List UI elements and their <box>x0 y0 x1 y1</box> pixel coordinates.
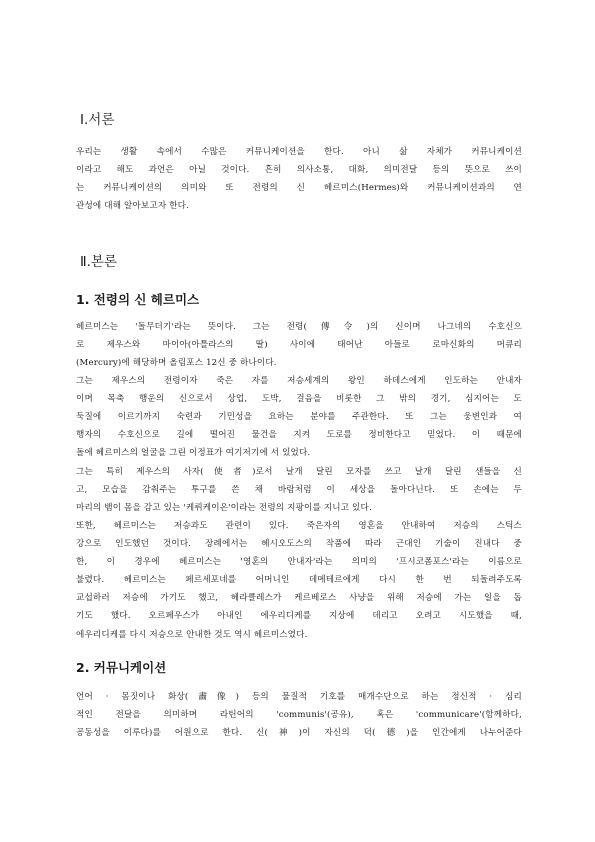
text-line: 강으로 인도했던 것이다. 장례에서는 헤시오도스의 작품에 따라 근대인 기술이 진내다 중 <box>76 539 522 550</box>
text-line: 에우리디케를 다시 저승으로 안내한 것도 역시 헤르미스였다. <box>76 629 308 640</box>
text-line: 적인 전달을 의미하며 라틴어의 'communis'(공유), 혹은 'communicare'(함께하다, <box>76 710 522 721</box>
text-line: 행자의 수호신으로 길에 떨어진 물건을 지켜 도로를 정비한다고 믿었다. 이 때문에 <box>76 430 522 441</box>
text-line: 고, 모습을 감춰주는 투구를 쓴 채 바람처럼 이 세상을 돌아다닌다. 또 손에는 두 <box>76 485 522 496</box>
text-line: 는 커뮤니케이션의 의미와 또 전령의 신 헤르미스(Hermes)와 커뮤니케이션과의 연 <box>76 183 522 194</box>
sub1-paragraph-4 <box>76 517 522 644</box>
text-line: 이며 목축 행운의 신으로서 상업, 도박, 걸음을 비롯한 그 밖의 경기, 심지어는 도 <box>76 394 522 405</box>
text-line: 그는 제우스의 전령이자 죽은 자를 저승세계의 왕인 하데스에게 인도하는 안내자 <box>76 376 522 386</box>
body-heading: Ⅱ.본론 <box>80 254 118 270</box>
text-line: 불렸다. 헤르미스는 페르세포네를 어머니인 데메테르에게 다시 한 번 되돌려주도록 <box>76 575 522 586</box>
sub2-heading: 2. 커뮤니케이션 <box>76 660 167 675</box>
text-line: 헤르미스는 '돌무더기'라는 뜻이다. 그는 전령(傳令)의 신이며 나그네의 수호신으 <box>76 322 522 332</box>
text-line: 우리는 생활 속에서 수많은 커뮤니케이션을 한다. 아니 삶 자체가 커뮤니케이션 <box>76 147 522 157</box>
sub2-paragraph-1 <box>76 688 522 742</box>
sub1-heading: 1. 전령의 신 헤르미스 <box>76 292 200 307</box>
text-line: 돌에 헤르미스의 얼굴을 그린 이정표가 여기저기에 서 있었다. <box>76 448 311 459</box>
text-line: (Mercury)에 해당하며 올림포스 12신 중 하나이다. <box>76 358 277 369</box>
intro-paragraph <box>76 143 522 215</box>
intro-heading: Ⅰ.서론 <box>80 112 115 128</box>
text-line: 마리의 뱀이 몸을 감고 있는 '케뤼케이온'이라는 전령의 지팡이를 지니고 있다. <box>76 503 372 514</box>
text-line: 관성에 대해 알아보고자 한다. <box>76 201 189 212</box>
sub1-paragraph-1 <box>76 318 522 372</box>
text-line: 로 제우스와 마이아(아틀라스의 딸) 사이에 태어난 아들로 로마신화의 머큐리 <box>76 340 522 351</box>
text-line: 이라고 해도 과언은 아닐 것이다. 흔히 의사소통, 대화, 의미전달 등의 뜻으로 쓰이 <box>76 165 522 176</box>
sub1-paragraph-3 <box>76 463 522 517</box>
sub1-paragraph-2 <box>76 372 522 462</box>
text-line: 교섭하러 저승에 가기도 했고, 헤라클레스가 케르베로스 사냥을 위해 저승에 가는 일을 돕 <box>76 593 522 604</box>
text-line: 공동성을 이루다)를 어원으로 한다. 신(神)이 자신의 덕(德)을 인간에게 나누어준다 <box>76 728 522 739</box>
text-line: 한, 이 경우에 헤르미스는 '영혼의 안내자'라는 의미의 '프시코폼포스'라는 이름으로 <box>76 557 522 568</box>
text-line: 언어 · 몸짓이나 화상(畵像) 등의 물질적 기호를 매개수단으로 하는 정신적 · 심리 <box>76 692 522 702</box>
text-line: 그는 특히 제우스의 사자(使者)로서 날개 달린 모자를 쓰고 날개 달린 샌들을 신 <box>76 467 522 477</box>
text-line: 또한, 헤르미스는 저승과도 관련이 있다. 죽은자의 영혼을 안내하여 저승의 스틱스 <box>76 521 522 531</box>
text-line: 기도 했다. 오르페우스가 아내인 에우리디케를 지상에 데리고 오려고 시도했을 때, <box>76 611 522 622</box>
text-line: 둑질에 이르기까지 숙련과 기민성을 요하는 분야를 주관한다. 또 그는 웅변인과 여 <box>76 412 522 423</box>
